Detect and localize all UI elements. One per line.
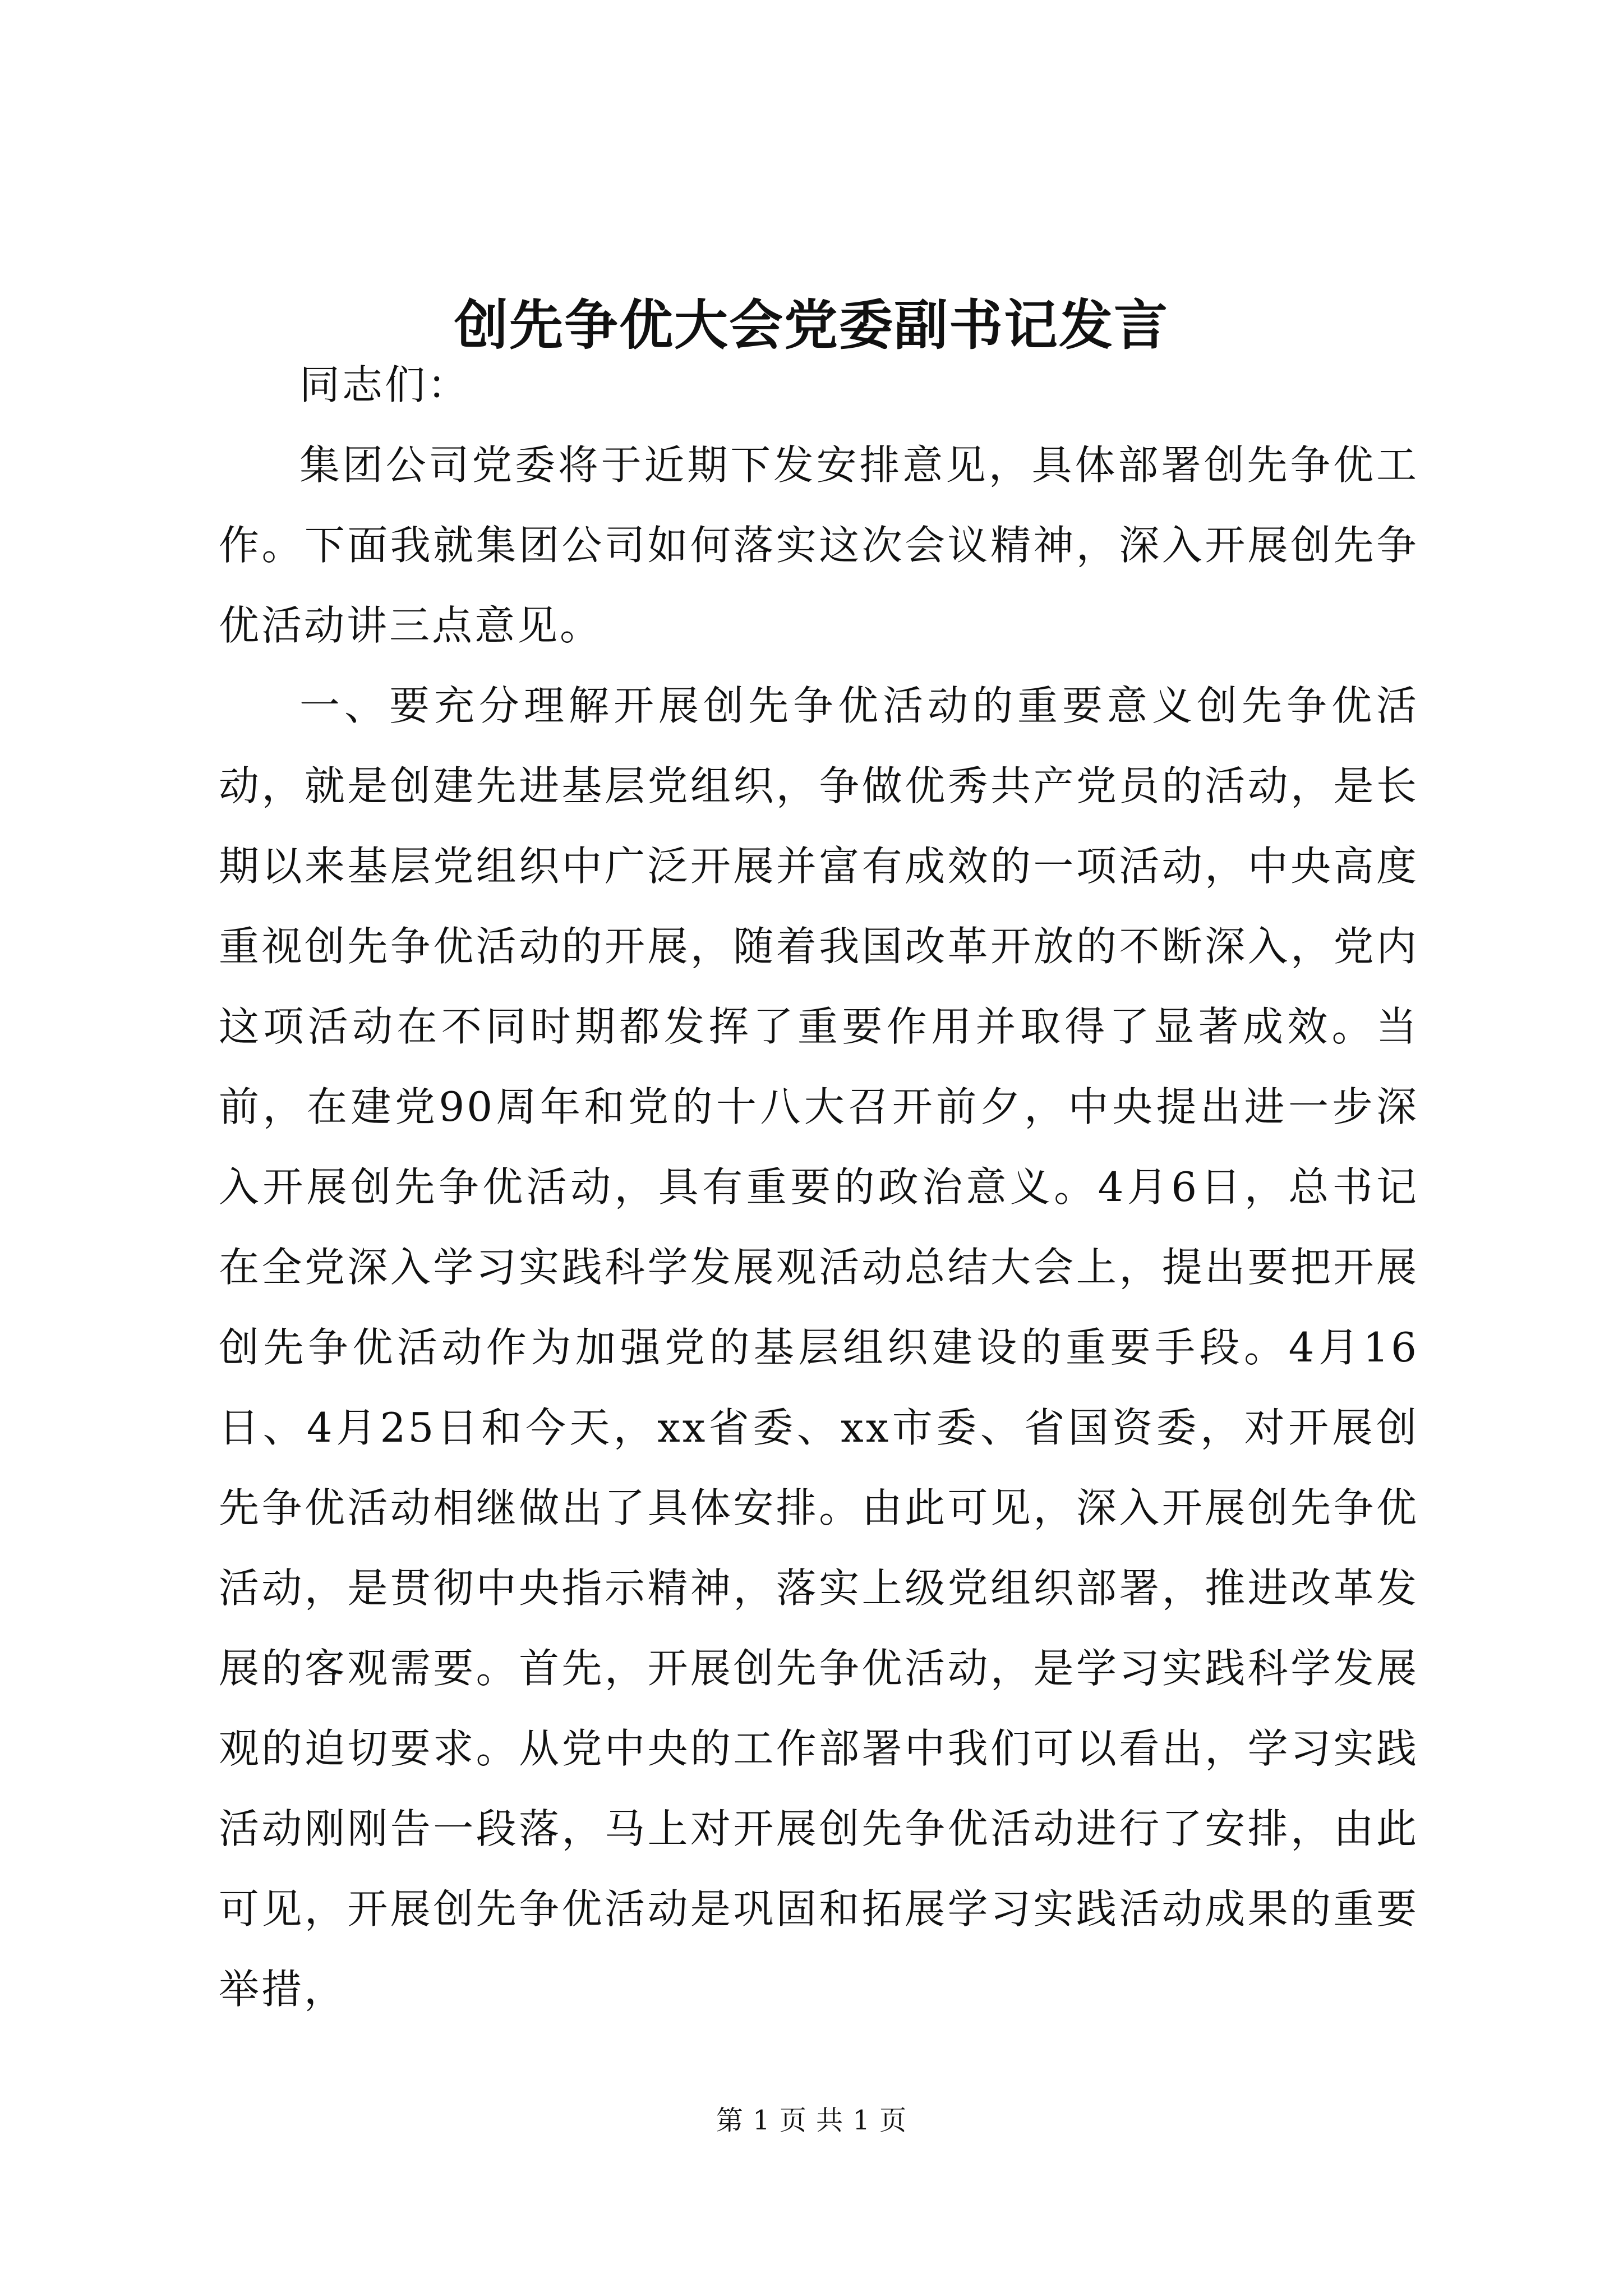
page-footer: 第 1 页 共 1 页	[716, 2105, 907, 2136]
salutation: 同志们：	[299, 361, 471, 408]
paragraph-intro: 集团公司党委将于近期下发安排意见，具体部署创先争优工作。下面我就集团公司如何落实这次会议精神，深入开展创先争优活动讲三点意见。	[219, 441, 1419, 649]
document-title: 创先争优大会党委副书记发言	[454, 293, 1169, 357]
document-body	[219, 345, 1419, 2030]
paragraph-section-one: 一、要充分理解开展创先争优活动的重要意义创先争优活动，就是创建先进基层党组织，争做优秀共产党员的活动，是长期以来基层党组织中广泛开展并富有成效的一项活动，中央高度重视创先争优活动的开展，随着我国改革开放的不断深入，党内这项活动在不同时期都发挥了重要作用并取得了显著成效。当前，在建党90周年和党的十八大召开前夕，中央提出进一步深入开展创先争优活动，具有重要的政治意义。4月6日，总书记在全党深入学习实践科学发展观活动总结大会上，提出要把开展创先争优活动作为加强党的基层组织建设的重要手段。4月16日、4月25日和今天，xx省委、xx市委、省国资委，对开展创先争优活动相继做出了具体安排。由此可见，深入开展创先争优活动，是贯彻中央指示精神，落实上级党组织部署，推进改革发展的客观需要。首先，开展创先争优活动，是学习实践科学发展观的迫切要求。从党中央的工作部署中我们可以看出，学习实践活动刚刚告一段落，马上对开展创先争优活动进行了安排，由此可见，开展创先争优活动是巩固和拓展学习实践活动成果的重要举措，	[219, 682, 1419, 2013]
